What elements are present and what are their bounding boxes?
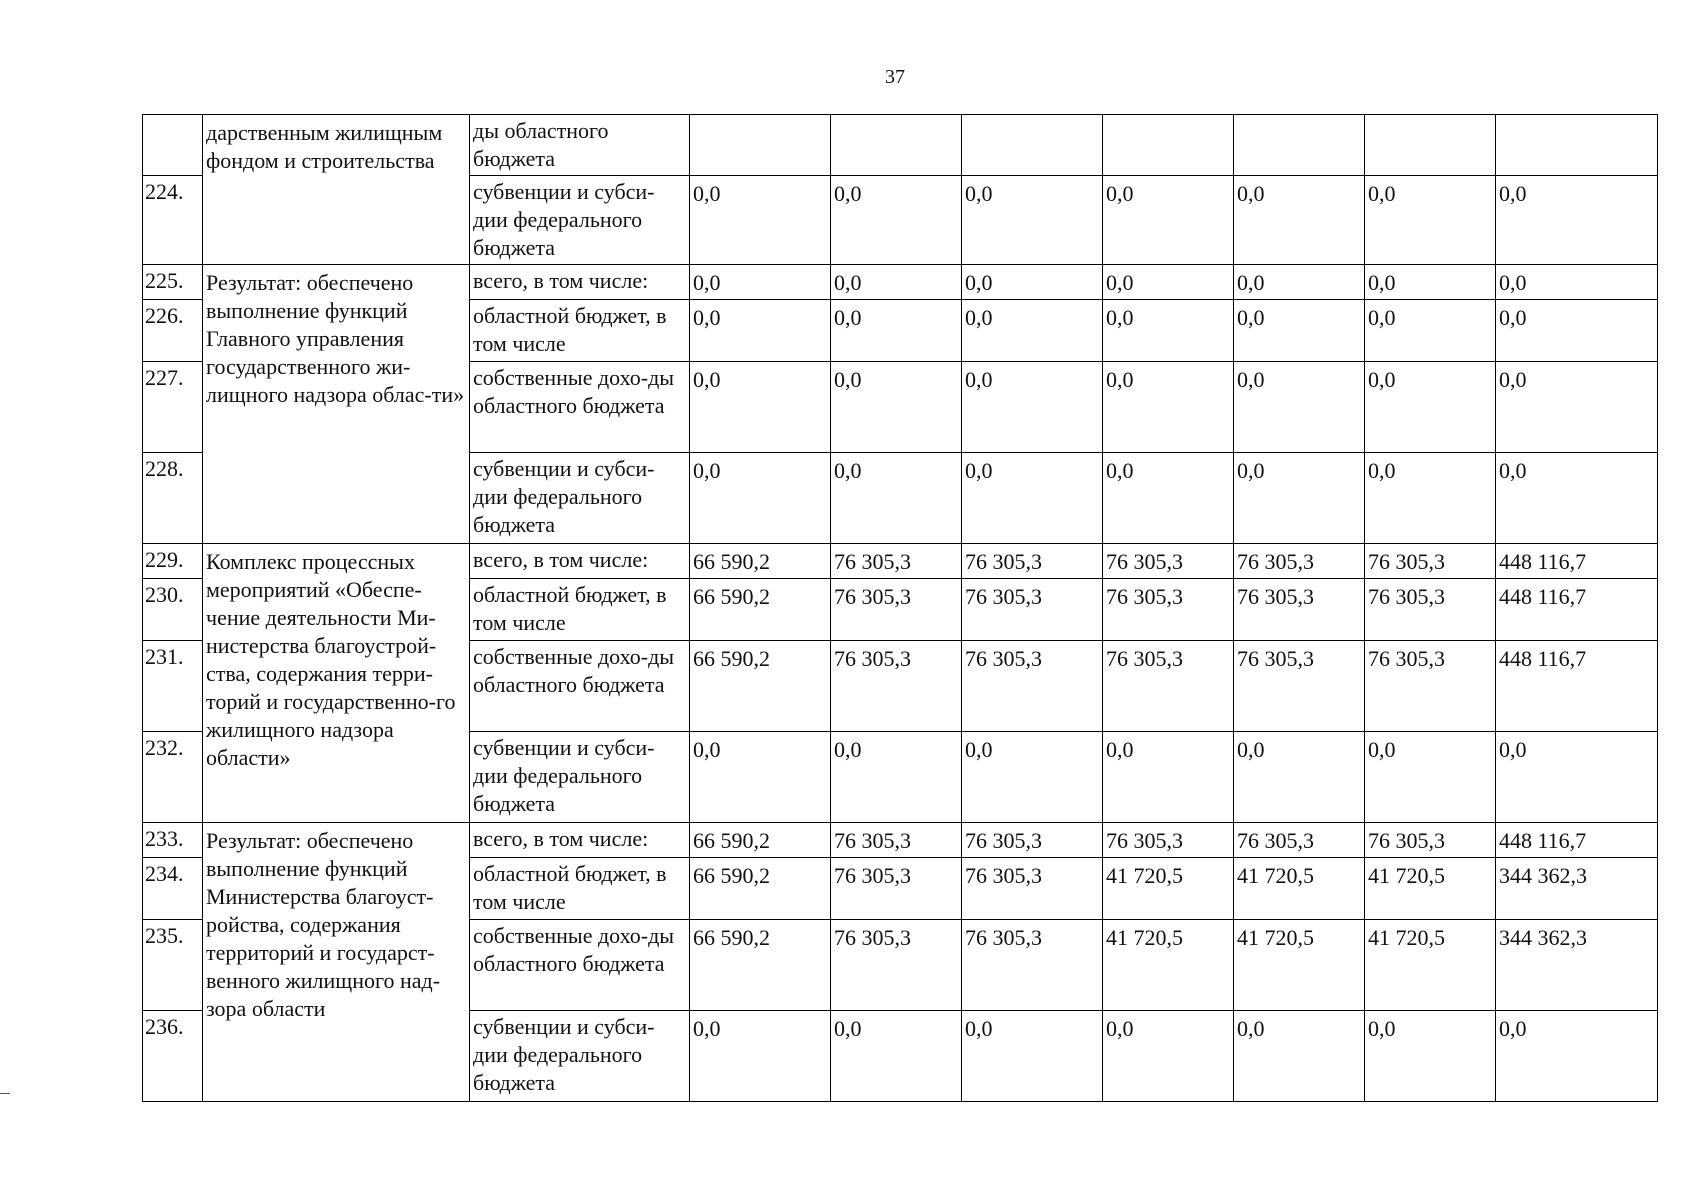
funding-type: всего, в том числе: [470,265,690,300]
value-cell: 0,0 [831,453,962,544]
value-cell [1103,115,1234,176]
value-cell: 41 720,5 [1365,858,1496,920]
value-cell: 0,0 [1234,362,1365,453]
value-cell: 76 305,3 [962,641,1103,732]
value-cell: 0,0 [1103,176,1234,265]
value-cell: 66 590,2 [690,823,831,858]
row-number: 227. [143,362,203,453]
funding-type: субвенции и субси-дии федерального бюджета [470,176,690,265]
value-cell: 0,0 [1365,453,1496,544]
budget-table [142,114,1658,1102]
value-cell: 76 305,3 [1103,823,1234,858]
funding-type: всего, в том числе: [470,544,690,579]
value-cell: 448 116,7 [1496,579,1658,641]
value-cell: 0,0 [831,300,962,362]
value-cell: 0,0 [1103,732,1234,823]
funding-type: субвенции и субси-дии федерального бюджета [470,1011,690,1102]
row-number: 228. [143,453,203,544]
margin-mark [0,1093,10,1094]
table-row [143,823,1658,858]
value-cell: 66 590,2 [690,544,831,579]
value-cell: 76 305,3 [831,858,962,920]
row-number: 232. [143,732,203,823]
value-cell: 448 116,7 [1496,641,1658,732]
value-cell: 0,0 [1103,265,1234,300]
value-cell: 76 305,3 [1103,544,1234,579]
funding-type: ды областного бюджета [470,115,690,176]
value-cell: 0,0 [1496,265,1658,300]
value-cell: 0,0 [690,176,831,265]
value-cell: 0,0 [690,732,831,823]
value-cell: 0,0 [1234,265,1365,300]
value-cell: 0,0 [1103,453,1234,544]
value-cell: 0,0 [690,453,831,544]
value-cell [962,115,1103,176]
value-cell: 66 590,2 [690,858,831,920]
value-cell: 0,0 [1365,265,1496,300]
value-cell: 0,0 [1365,1011,1496,1102]
value-cell: 76 305,3 [962,920,1103,1011]
activity-name: дарственным жилищным фондом и строительства [203,115,470,265]
row-number [143,115,203,176]
value-cell: 0,0 [1234,732,1365,823]
funding-type: собственные дохо-ды областного бюджета [470,641,690,732]
value-cell: 41 720,5 [1365,920,1496,1011]
value-cell: 76 305,3 [1234,641,1365,732]
activity-name: Результат: обеспечено выполнение функций Министерства благоуст-ройства, содержания территорий и государст-венного жилищного над-зора области [203,823,470,1102]
value-cell: 0,0 [1103,300,1234,362]
value-cell: 0,0 [690,1011,831,1102]
value-cell: 0,0 [690,362,831,453]
value-cell: 76 305,3 [1234,579,1365,641]
value-cell: 76 305,3 [962,858,1103,920]
value-cell: 76 305,3 [1365,641,1496,732]
value-cell: 448 116,7 [1496,544,1658,579]
value-cell: 0,0 [1103,362,1234,453]
value-cell: 66 590,2 [690,920,831,1011]
value-cell: 0,0 [962,176,1103,265]
row-number: 236. [143,1011,203,1102]
value-cell: 76 305,3 [1234,823,1365,858]
value-cell: 0,0 [962,453,1103,544]
value-cell [1496,115,1658,176]
value-cell: 76 305,3 [831,579,962,641]
value-cell: 76 305,3 [962,823,1103,858]
value-cell: 0,0 [831,362,962,453]
value-cell: 76 305,3 [1365,823,1496,858]
value-cell: 344 362,3 [1496,920,1658,1011]
row-number: 229. [143,544,203,579]
value-cell: 76 305,3 [831,641,962,732]
funding-type: областной бюджет, в том числе [470,579,690,641]
value-cell: 0,0 [831,265,962,300]
funding-type: областной бюджет, в том числе [470,858,690,920]
funding-type: областной бюджет, в том числе [470,300,690,362]
value-cell: 0,0 [690,300,831,362]
value-cell: 0,0 [831,1011,962,1102]
value-cell: 0,0 [1365,732,1496,823]
value-cell: 41 720,5 [1234,920,1365,1011]
value-cell: 0,0 [1496,1011,1658,1102]
row-number: 224. [143,176,203,265]
row-number: 233. [143,823,203,858]
value-cell: 76 305,3 [831,544,962,579]
value-cell [690,115,831,176]
value-cell: 76 305,3 [1103,579,1234,641]
value-cell [831,115,962,176]
value-cell: 0,0 [1234,1011,1365,1102]
value-cell: 0,0 [1496,732,1658,823]
table-row [143,544,1658,579]
value-cell: 76 305,3 [1365,544,1496,579]
funding-type: собственные дохо-ды областного бюджета [470,920,690,1011]
value-cell: 0,0 [1365,362,1496,453]
funding-type: субвенции и субси-дии федерального бюджета [470,453,690,544]
value-cell: 76 305,3 [962,579,1103,641]
value-cell: 0,0 [1496,453,1658,544]
value-cell: 76 305,3 [831,920,962,1011]
row-number: 234. [143,858,203,920]
funding-type: субвенции и субси-дии федерального бюджета [470,732,690,823]
value-cell: 0,0 [1496,176,1658,265]
row-number: 235. [143,920,203,1011]
value-cell: 76 305,3 [1365,579,1496,641]
value-cell: 0,0 [962,265,1103,300]
activity-name: Результат: обеспечено выполнение функций Главного управления государственного жи-лищного надзора облас-ти» [203,265,470,544]
value-cell: 0,0 [1234,300,1365,362]
value-cell: 0,0 [1234,176,1365,265]
page-number: 37 [885,66,905,88]
value-cell: 448 116,7 [1496,823,1658,858]
value-cell: 66 590,2 [690,641,831,732]
value-cell: 0,0 [1496,300,1658,362]
table-row [143,115,1658,176]
value-cell: 0,0 [1234,453,1365,544]
value-cell: 76 305,3 [1234,544,1365,579]
value-cell: 41 720,5 [1234,858,1365,920]
value-cell: 0,0 [962,362,1103,453]
value-cell: 41 720,5 [1103,858,1234,920]
row-number: 226. [143,300,203,362]
value-cell: 0,0 [962,732,1103,823]
row-number: 225. [143,265,203,300]
value-cell: 41 720,5 [1103,920,1234,1011]
value-cell [1234,115,1365,176]
value-cell: 0,0 [1365,300,1496,362]
table-row [143,265,1658,300]
value-cell: 76 305,3 [962,544,1103,579]
activity-name: Комплекс процессных мероприятий «Обеспе-чение деятельности Ми-нистерства благоустрой-ства, содержания терри-торий и государственно-го жилищного надзора области» [203,544,470,823]
value-cell: 0,0 [1365,176,1496,265]
value-cell: 76 305,3 [831,823,962,858]
value-cell: 0,0 [962,300,1103,362]
value-cell [1365,115,1496,176]
row-number: 230. [143,579,203,641]
value-cell: 0,0 [690,265,831,300]
value-cell: 0,0 [962,1011,1103,1102]
funding-type: всего, в том числе: [470,823,690,858]
funding-type: собственные дохо-ды областного бюджета [470,362,690,453]
value-cell: 76 305,3 [1103,641,1234,732]
value-cell: 344 362,3 [1496,858,1658,920]
value-cell: 0,0 [831,732,962,823]
value-cell: 66 590,2 [690,579,831,641]
value-cell: 0,0 [1103,1011,1234,1102]
row-number: 231. [143,641,203,732]
value-cell: 0,0 [1496,362,1658,453]
value-cell: 0,0 [831,176,962,265]
